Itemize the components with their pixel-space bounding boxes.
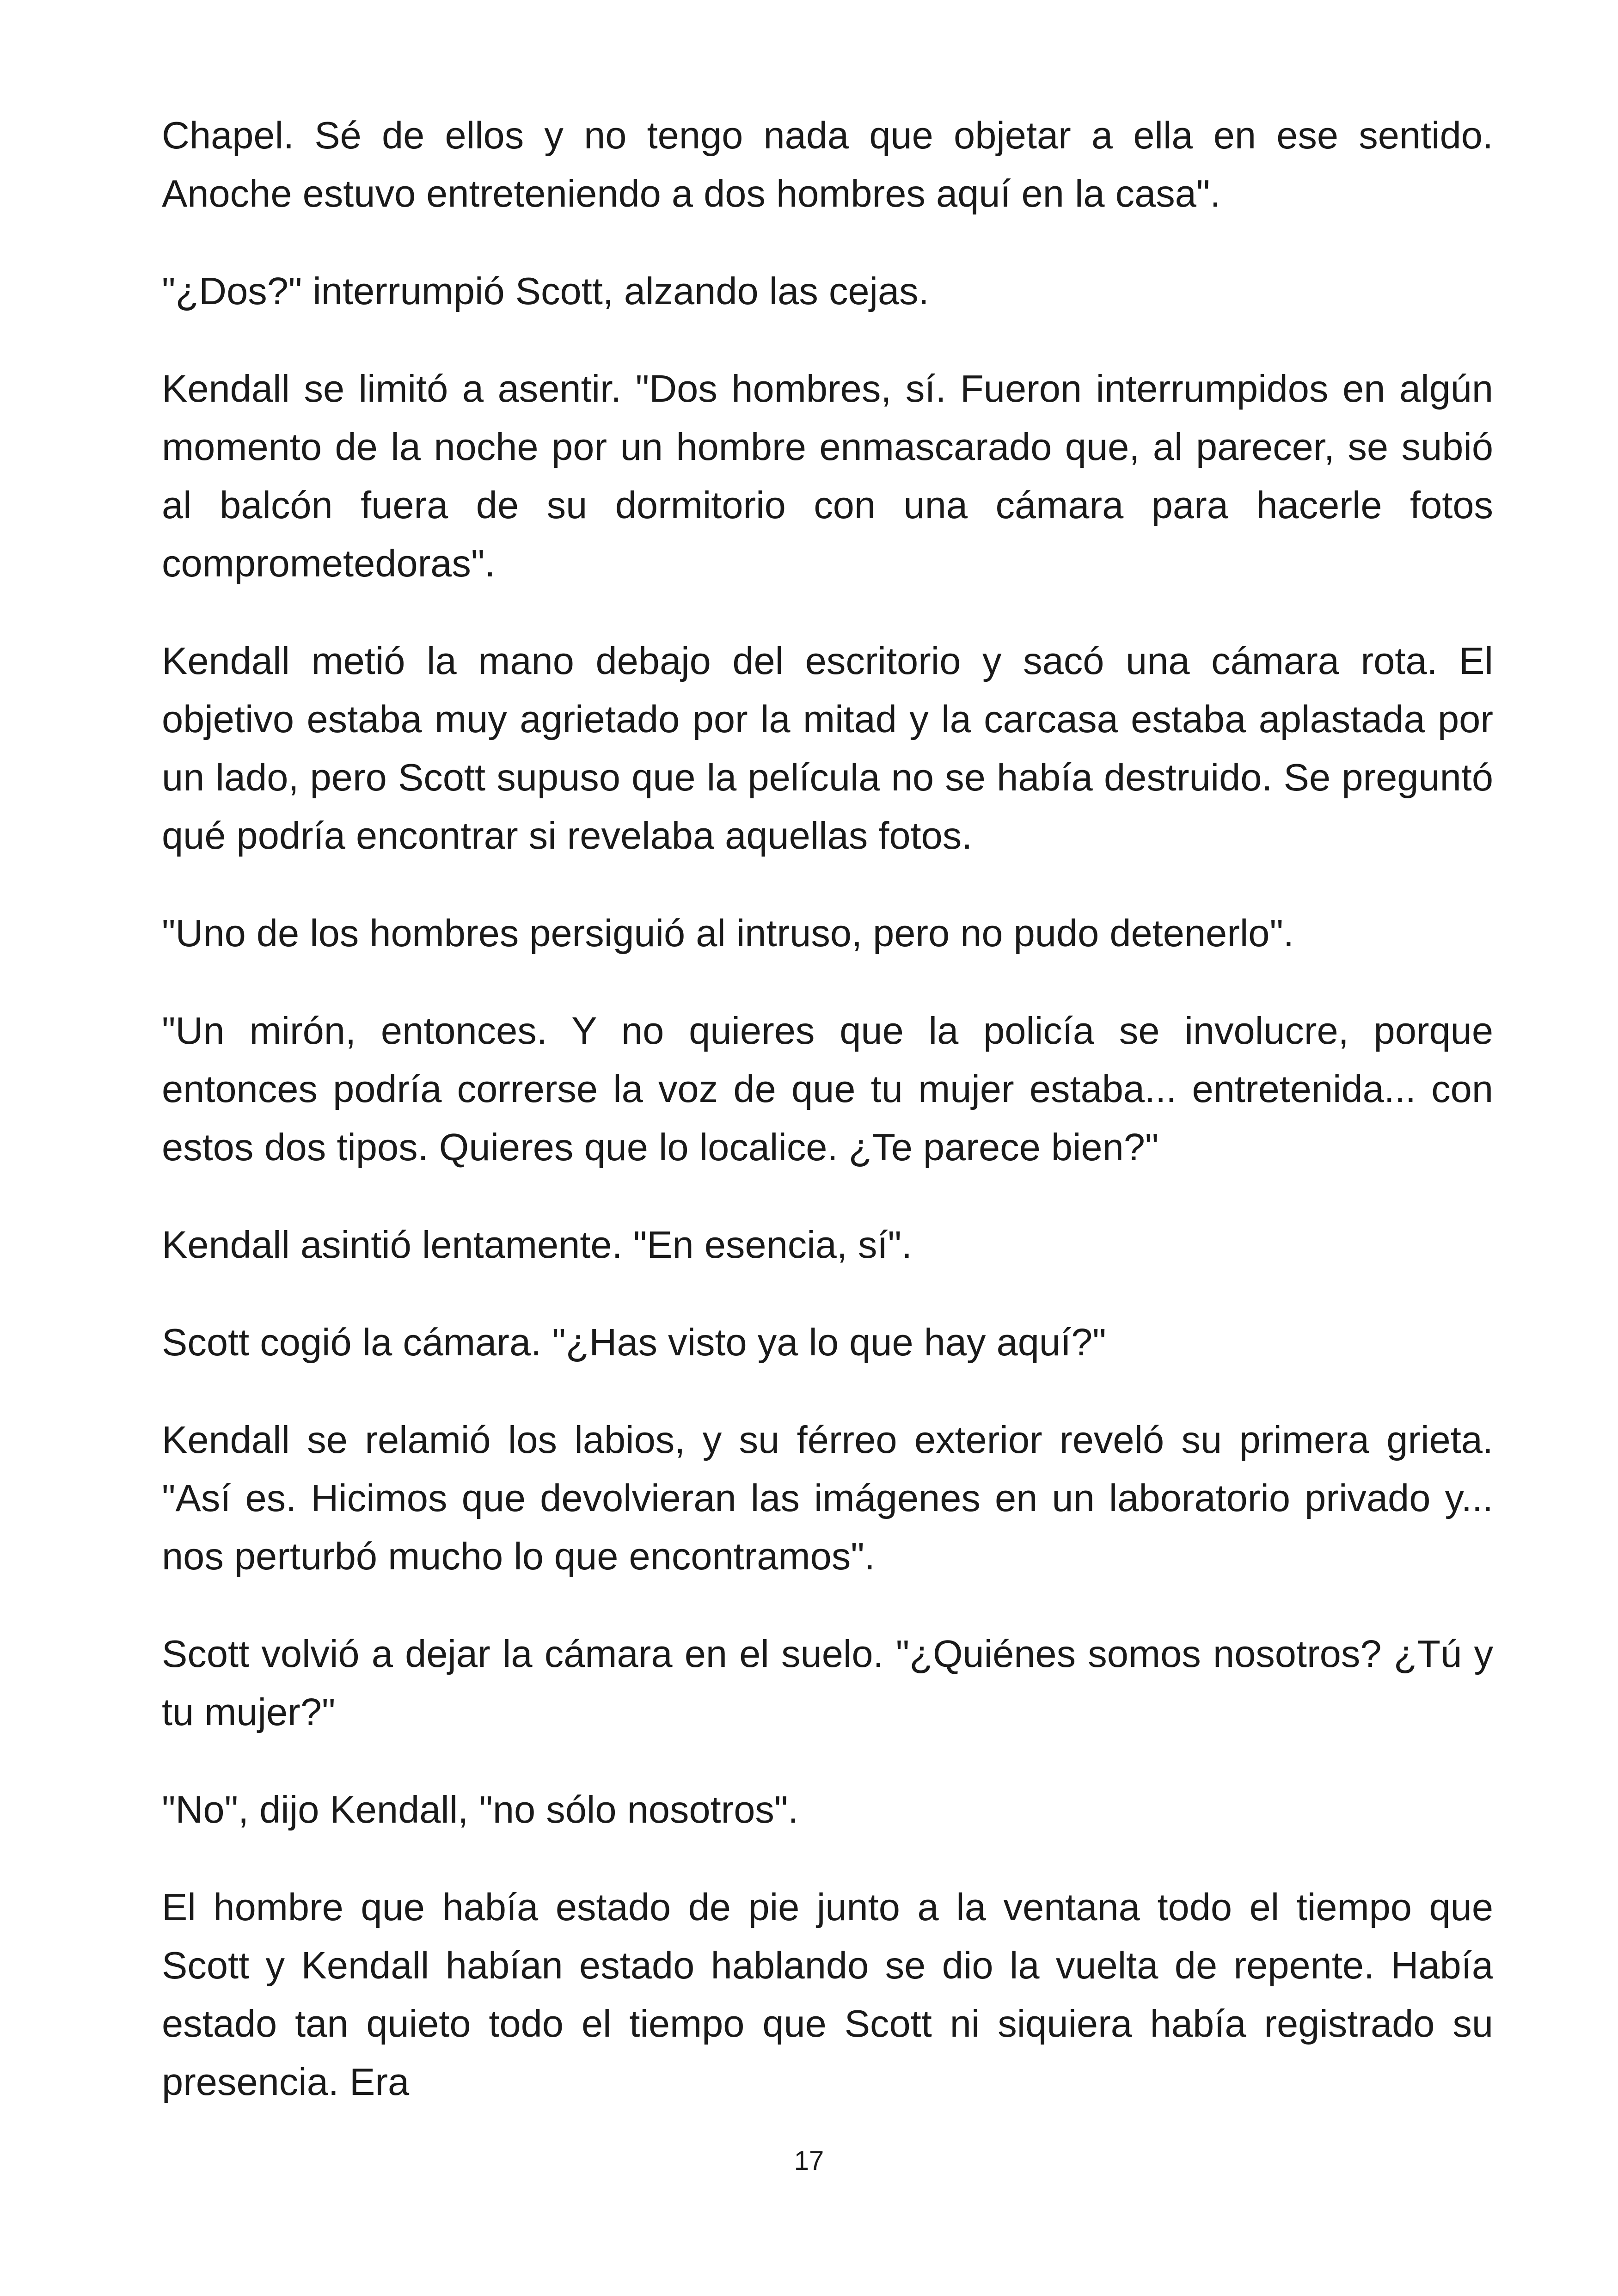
paragraph: Scott cogió la cámara. "¿Has visto ya lo que hay aquí?"	[162, 1321, 1106, 1364]
page-number: 17	[794, 2146, 824, 2176]
body-text	[162, 106, 1493, 2150]
paragraph: Kendall se relamió los labios, y su férreo exterior reveló su primera grieta. "Así es. Hicimos que devolvieran las imágenes en un laboratorio privado y... nos perturbó mucho lo que encontramos".	[162, 1418, 1493, 1578]
paragraph: Chapel. Sé de ellos y no tengo nada que objetar a ella en ese sentido. Anoche estuvo entreteniendo a dos hombres aquí en la casa".	[162, 114, 1493, 215]
paragraph: Scott volvió a dejar la cámara en el suelo. "¿Quiénes somos nosotros? ¿Tú y tu mujer?"	[162, 1632, 1493, 1733]
paragraph: Kendall metió la mano debajo del escritorio y sacó una cámara rota. El objetivo estaba muy agrietado por la mitad y la carcasa estaba aplastada por un lado, pero Scott supuso que la película no se había destruido. Se preguntó qué podría encontrar si revelaba aquellas fotos.	[162, 639, 1493, 857]
paragraph: Kendall asintió lentamente. "En esencia, sí".	[162, 1223, 913, 1266]
paragraph: "No", dijo Kendall, "no sólo nosotros".	[162, 1788, 799, 1831]
paragraph: Kendall se limitó a asentir. "Dos hombres, sí. Fueron interrumpidos en algún momento de la noche por un hombre enmascarado que, al parecer, se subió al balcón fuera de su dormitorio con una cámara para hacerle fotos comprometedoras".	[162, 367, 1493, 585]
paragraph: El hombre que había estado de pie junto a la ventana todo el tiempo que Scott y Kendall habían estado hablando se dio la vuelta de repente. Había estado tan quieto todo el tiempo que Scott ni siquiera había registrado su presencia. Era	[162, 1886, 1493, 2103]
paragraph: "¿Dos?" interrumpió Scott, alzando las cejas.	[162, 269, 929, 312]
paragraph: "Uno de los hombres persiguió al intruso, pero no pudo detenerlo".	[162, 912, 1294, 955]
paragraph: "Un mirón, entonces. Y no quieres que la policía se involucre, porque entonces podría correrse la voz de que tu mujer estaba... entretenida... con estos dos tipos. Quieres que lo localice. ¿Te parece bien?"	[162, 1009, 1493, 1169]
